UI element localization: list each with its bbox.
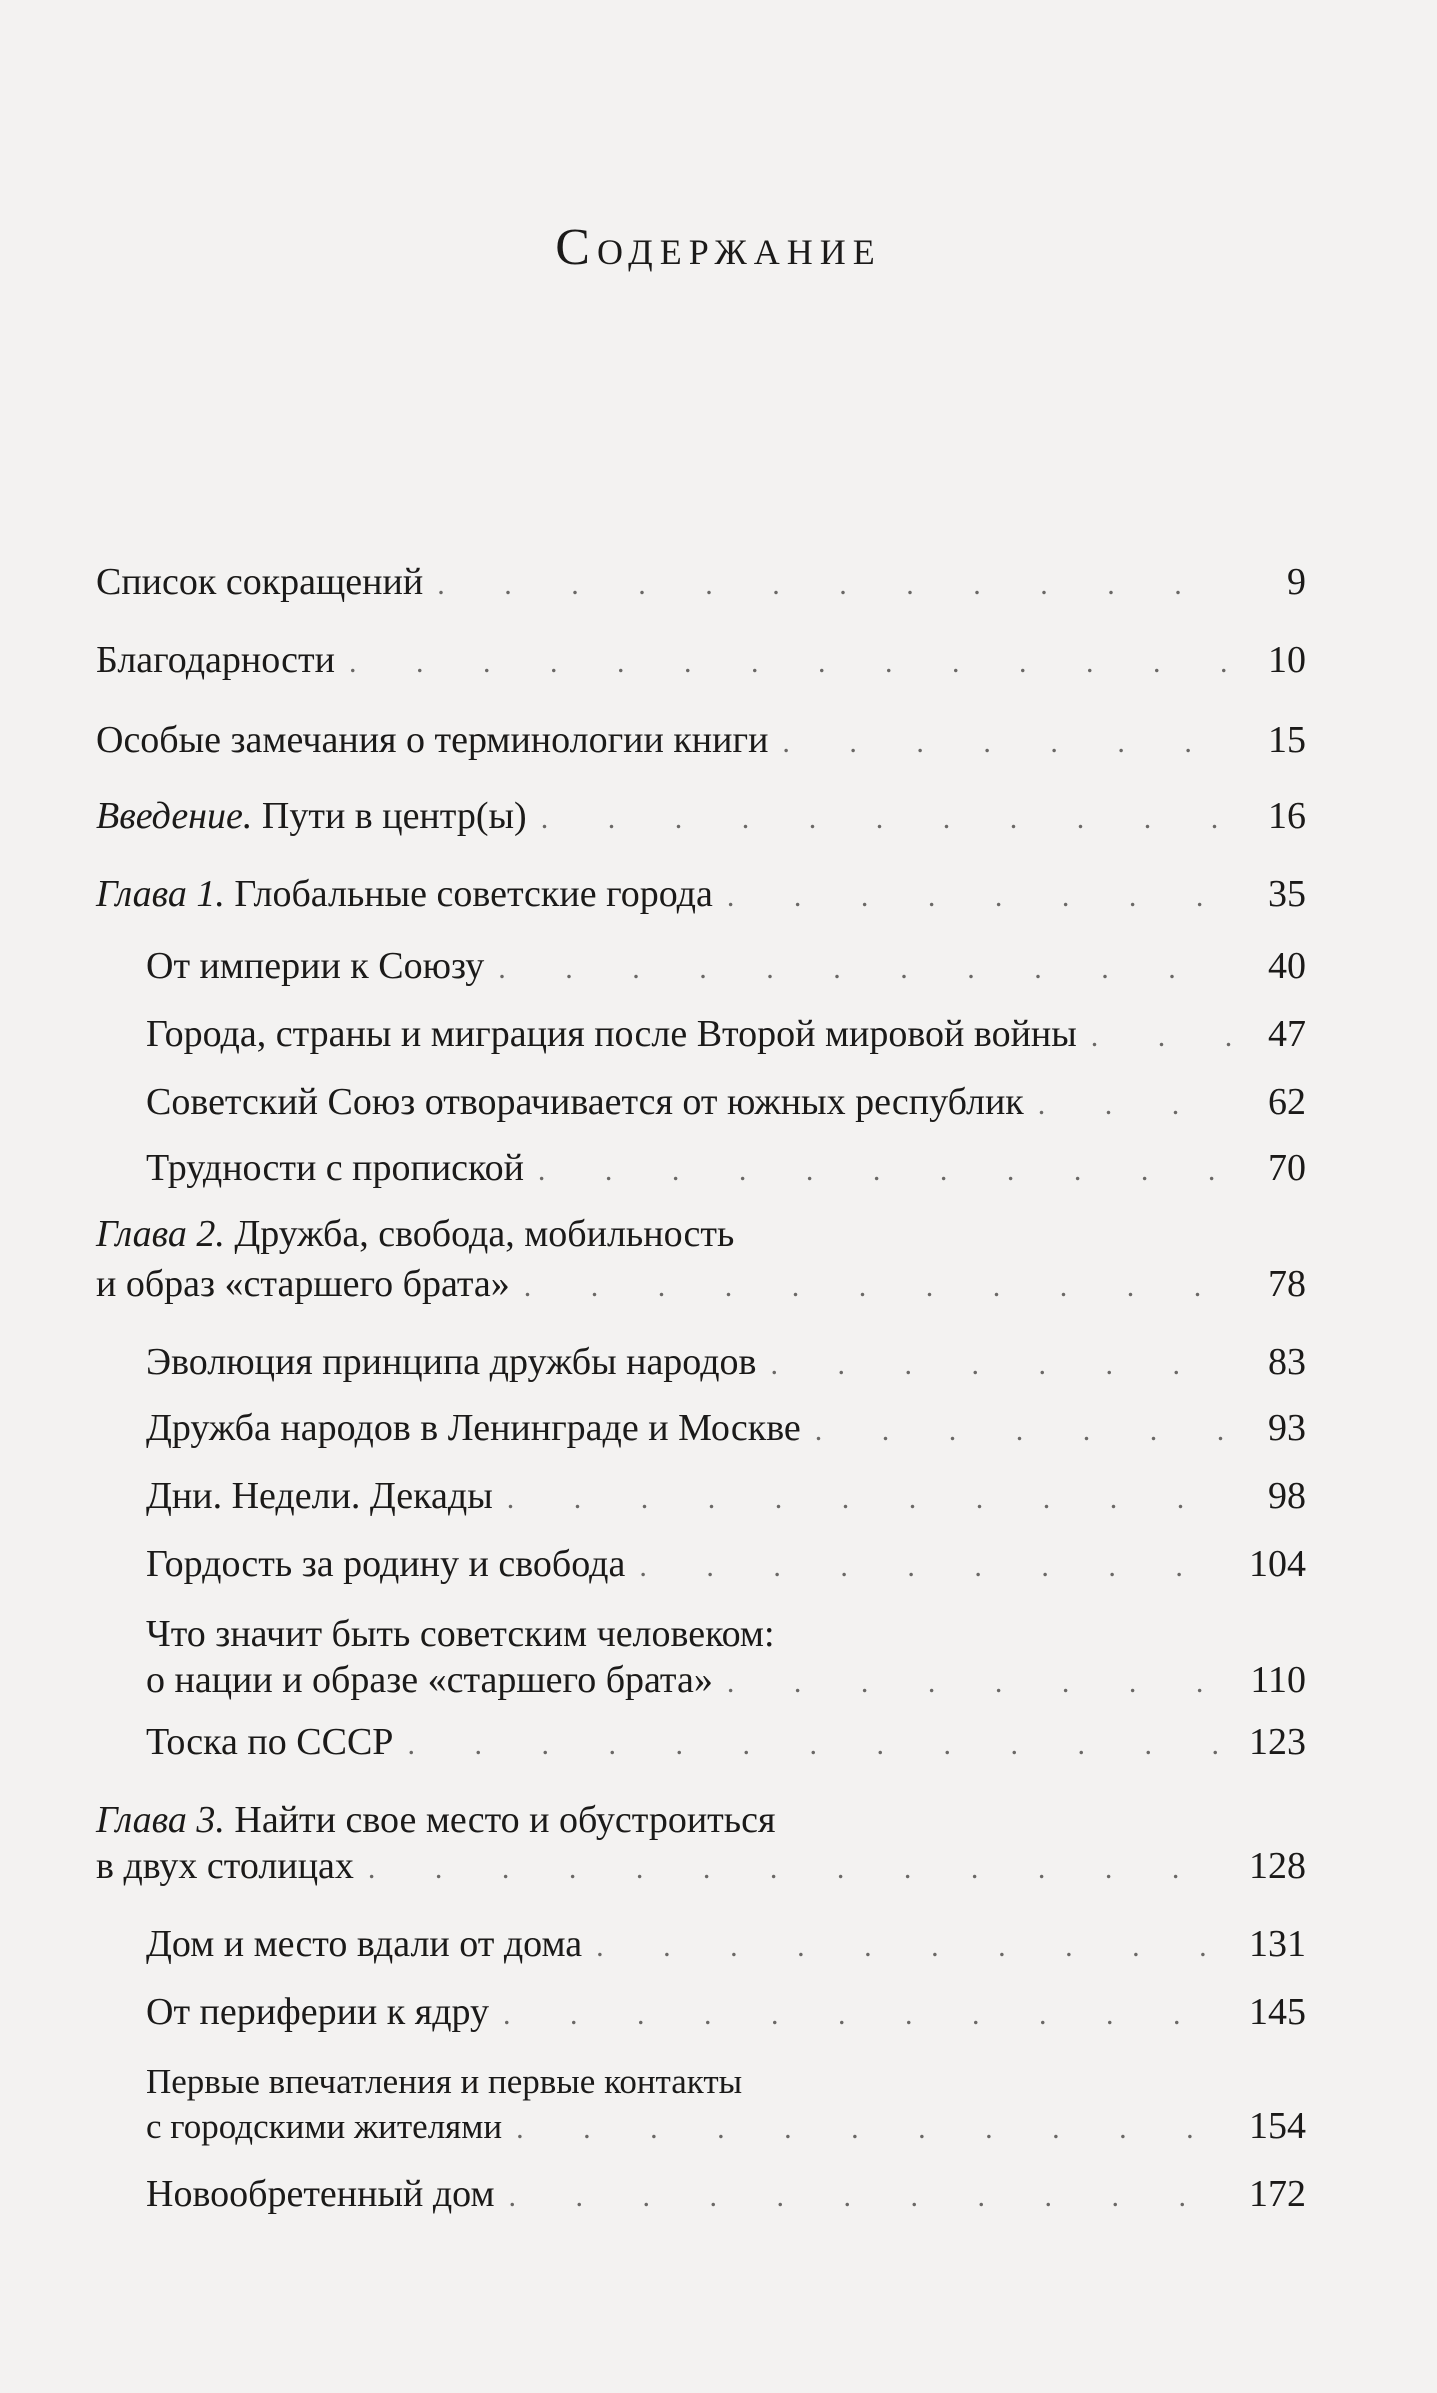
toc-page-number: 93	[1268, 1407, 1306, 1449]
toc-page-number: 47	[1268, 1013, 1306, 1055]
toc-entry[interactable]	[146, 1922, 1306, 1969]
toc-entry-prefix: Глава 3.	[96, 1799, 225, 1841]
dot-leader	[407, 1723, 1232, 1767]
toc-page-number: 70	[1268, 1147, 1306, 1189]
toc-entry[interactable]	[146, 2060, 1306, 2151]
toc-entry-label: Советский Союз отворачивается от южных республик	[146, 1081, 1024, 1123]
toc-entry-label-continued: о нации и образе «старшего брата»	[146, 1659, 713, 1701]
toc-page-number: 104	[1249, 1543, 1306, 1585]
toc-page-number: 16	[1268, 795, 1306, 837]
toc-entry-label: Введение. Пути в центр(ы)	[96, 795, 527, 837]
dot-leader	[524, 1265, 1232, 1309]
dot-leader	[368, 1847, 1232, 1891]
toc-entry-label: От империи к Союзу	[146, 945, 485, 987]
toc-entry-label-continued: в двух столицах	[96, 1845, 354, 1887]
toc-entry[interactable]	[146, 1612, 1306, 1705]
toc-entry[interactable]	[96, 1212, 1306, 1309]
toc-entry-label-continued: с городскими жителями	[146, 2107, 503, 2146]
toc-page-number: 128	[1249, 1845, 1306, 1887]
toc-page-number: 154	[1249, 2105, 1306, 2147]
toc-page-number: 131	[1249, 1923, 1306, 1965]
toc-entry[interactable]	[146, 1012, 1306, 1059]
toc-page-number: 40	[1268, 945, 1306, 987]
toc-entry-label: Глава 2. Дружба, свобода, мобильность	[96, 1213, 735, 1255]
toc-entry[interactable]	[146, 1080, 1306, 1127]
toc-entry[interactable]	[146, 1720, 1306, 1767]
dot-leader	[509, 2175, 1233, 2219]
toc-page-number: 83	[1268, 1341, 1306, 1383]
toc-page-number: 98	[1268, 1475, 1306, 1517]
dot-leader	[727, 875, 1232, 919]
toc-entry-label: Новообретенный дом	[146, 2173, 495, 2215]
toc-entry[interactable]	[96, 638, 1306, 685]
toc-entry[interactable]	[96, 794, 1306, 841]
page-title: Содержание	[555, 219, 882, 276]
toc-page-number: 62	[1268, 1081, 1306, 1123]
toc-entry-label: Благодарности	[96, 639, 335, 681]
dot-leader	[498, 947, 1232, 991]
toc-entry-label: Тоска по СССР	[146, 1721, 394, 1763]
dot-leader	[727, 1661, 1232, 1705]
toc-page-number: 145	[1249, 1991, 1306, 2033]
toc-entry-label-continued: и образ «старшего брата»	[96, 1263, 510, 1305]
dot-leader	[782, 721, 1232, 765]
toc-entry[interactable]	[96, 718, 1306, 765]
toc-entry[interactable]	[146, 1990, 1306, 2037]
toc-page-number: 172	[1249, 2173, 1306, 2215]
toc-entry[interactable]	[146, 1340, 1306, 1387]
dot-leader	[1091, 1015, 1232, 1059]
toc-page-number: 9	[1287, 561, 1306, 603]
dot-leader	[1038, 1083, 1232, 1127]
toc-entry-label: Глава 3. Найти свое место и обустроиться	[96, 1799, 776, 1841]
toc-entry-prefix: Глава 1.	[96, 873, 225, 915]
toc-entry-prefix: Введение.	[96, 795, 253, 837]
toc-entry-label: Глава 1. Глобальные советские города	[96, 873, 713, 915]
toc-entry[interactable]	[146, 1474, 1306, 1521]
toc-entry-label: Города, страны и миграция после Второй мировой войны	[146, 1013, 1077, 1055]
toc-entry-label: Трудности с пропиской	[146, 1147, 524, 1189]
dot-leader	[507, 1477, 1232, 1521]
dot-leader	[516, 2107, 1232, 2151]
dot-leader	[541, 797, 1232, 841]
dot-leader	[596, 1925, 1232, 1969]
toc-page-number: 10	[1268, 639, 1306, 681]
toc-entry[interactable]	[146, 1542, 1306, 1589]
dot-leader	[538, 1149, 1232, 1193]
toc-page-number: 35	[1268, 873, 1306, 915]
toc-entry[interactable]	[96, 1798, 1306, 1891]
dot-leader	[639, 1545, 1232, 1589]
toc-entry-label: Дни. Недели. Декады	[146, 1475, 493, 1517]
toc-page-number: 15	[1268, 719, 1306, 761]
toc-entry-prefix: Глава 2.	[96, 1213, 225, 1255]
toc-entry-label: Эволюция принципа дружбы народов	[146, 1341, 757, 1383]
dot-leader	[771, 1343, 1233, 1387]
toc-entry-label: Дружба народов в Ленинграде и Москве	[146, 1407, 801, 1449]
dot-leader	[503, 1993, 1232, 2037]
toc-entry[interactable]	[146, 1406, 1306, 1453]
toc-entry-label: Гордость за родину и свобода	[146, 1543, 626, 1585]
toc-entry-label: Что значит быть советским человеком:	[146, 1613, 775, 1655]
toc-page-number: 78	[1268, 1263, 1306, 1305]
dot-leader	[815, 1409, 1232, 1453]
dot-leader	[349, 641, 1232, 685]
toc-page-number: 123	[1249, 1721, 1306, 1763]
toc-entry[interactable]	[146, 944, 1306, 991]
toc-entry-label: От периферии к ядру	[146, 1991, 490, 2033]
toc-entry[interactable]	[96, 872, 1306, 919]
toc-entry[interactable]	[146, 2172, 1306, 2219]
dot-leader	[437, 563, 1232, 607]
toc-entry[interactable]	[146, 1146, 1306, 1193]
table-of-contents	[96, 0, 1306, 2393]
toc-page-number: 110	[1250, 1659, 1306, 1701]
toc-entry-label: Список сокращений	[96, 561, 424, 603]
toc-entry-label: Особые замечания о терминологии книги	[96, 719, 769, 761]
toc-entry-label: Первые впечатления и первые контакты	[146, 2062, 743, 2101]
toc-entry-label: Дом и место вдали от дома	[146, 1923, 583, 1965]
toc-entry[interactable]	[96, 560, 1306, 607]
